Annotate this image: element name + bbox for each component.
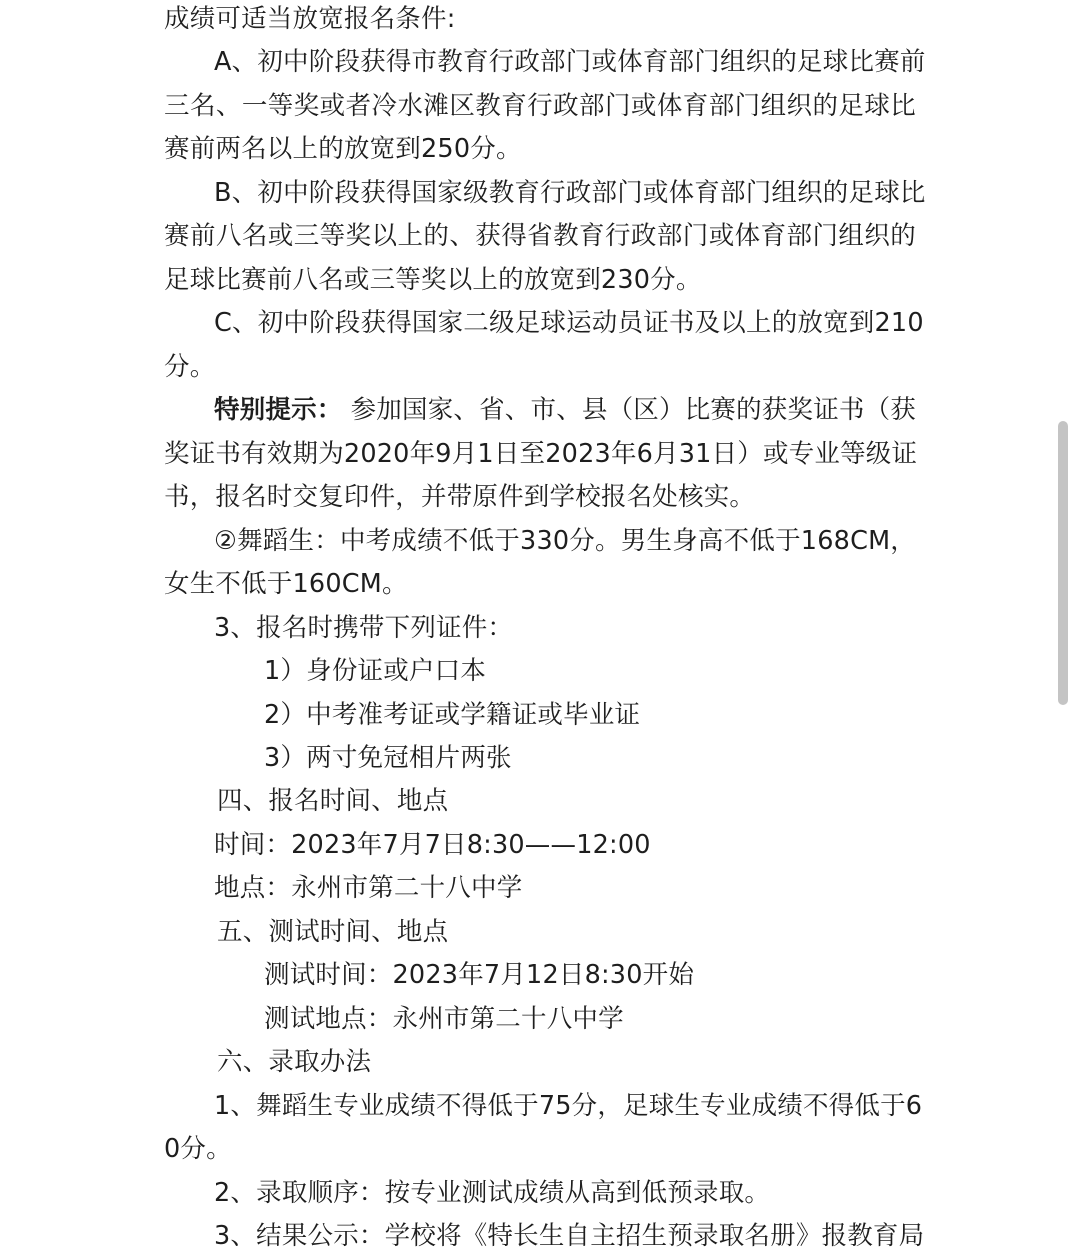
section-heading: 六、录取办法 [217,1047,372,1077]
scrollbar-thumb[interactable] [1058,421,1068,705]
special-notice-label: 特别提示： [214,395,343,425]
section-heading: 四、报名时间、地点 [217,786,449,816]
text-line: ②舞蹈生：中考成绩不低于330分。男生身高不低于168CM， [214,526,916,556]
list-item: 3）两寸免冠相片两张 [264,743,512,773]
special-notice-line [214,395,916,425]
section-heading: 五、测试时间、地点 [217,917,449,947]
text-line: A、初中阶段获得市教育行政部门或体育部门组织的足球比赛前 [214,47,926,77]
text-line: 书，报名时交复印件，并带原件到学校报名处核实。 [164,482,756,512]
text-line: 成绩可适当放宽报名条件: [164,4,456,34]
text-line: 地点：永州市第二十八中学 [214,873,523,903]
text-line: 测试地点：永州市第二十八中学 [264,1004,624,1034]
list-item: 1）身份证或户口本 [264,656,487,686]
list-item: 2）中考准考证或学籍证或毕业证 [264,700,641,730]
text-line: 女生不低于160CM。 [164,569,408,599]
text-line: 分。 [164,352,216,382]
text-line: 三名、一等奖或者冷水滩区教育行政部门或体育部门组织的足球比 [164,91,916,121]
text-segment: 参加国家、省、市、县（区）比赛的获奖证书（获 [350,395,916,425]
text-line: C、初中阶段获得国家二级足球运动员证书及以上的放宽到210 [214,308,924,338]
text-line: B、初中阶段获得国家级教育行政部门或体育部门组织的足球比 [214,178,926,208]
text-line: 3、报名时携带下列证件： [214,613,514,643]
text-line: 时间：2023年7月7日8:30——12:00 [214,830,651,860]
text-line: 赛前两名以上的放宽到250分。 [164,134,522,164]
text-line: 足球比赛前八名或三等奖以上的放宽到230分。 [164,265,702,295]
text-line: 测试时间：2023年7月12日8:30开始 [264,960,695,990]
text-line: 1、舞蹈生专业成绩不得低于75分，足球生专业成绩不得低于6 [214,1091,923,1121]
text-line: 赛前八名或三等奖以上的、获得省教育行政部门或体育部门组织的 [164,221,916,251]
text-line: 2、录取顺序：按专业测试成绩从高到低预录取。 [214,1178,771,1208]
text-line: 3、结果公示：学校将《特长生自主招生预录取名册》报教育局 [214,1221,925,1251]
text-line: 0分。 [164,1134,232,1164]
text-line: 奖证书有效期为2020年9月1日至2023年6月31日）或专业等级证 [164,439,918,469]
